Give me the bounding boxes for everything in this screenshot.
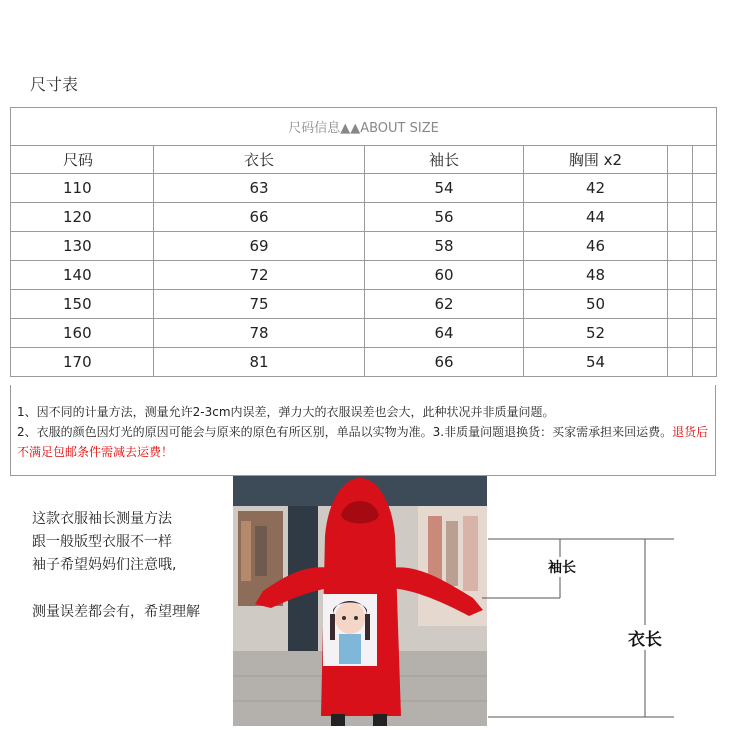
cell-sleeve: 62 (365, 290, 524, 319)
cell-sleeve: 58 (365, 232, 524, 261)
cell-length: 69 (154, 232, 365, 261)
table-banner: 尺码信息▲▲ABOUT SIZE (11, 108, 717, 146)
note-1: 1、因不同的计量方法，测量允许2-3cm内误差，弹力大的衣服误差也会大，此种状况并非质量问题。 (17, 405, 555, 419)
cell-size: 150 (11, 290, 154, 319)
cell-size: 160 (11, 319, 154, 348)
cell-length: 81 (154, 348, 365, 377)
cell-length: 63 (154, 174, 365, 203)
cell-chest: 54 (524, 348, 668, 377)
cell-size: 130 (11, 232, 154, 261)
cell-chest: 46 (524, 232, 668, 261)
cell-length: 66 (154, 203, 365, 232)
note-2-warning: 退货后不满足包邮条件需减去运费！ (17, 425, 709, 459)
cell-sleeve: 60 (365, 261, 524, 290)
garment-length-label: 衣长 (626, 625, 664, 650)
cell-size: 120 (11, 203, 154, 232)
cell-size: 110 (11, 174, 154, 203)
cell-sleeve: 54 (365, 174, 524, 203)
cell-chest: 50 (524, 290, 668, 319)
measure-note-1: 这款衣服袖长测量方法 (32, 511, 172, 527)
cell-sleeve: 64 (365, 319, 524, 348)
header-size: 尺码 (11, 146, 154, 174)
cell-length: 78 (154, 319, 365, 348)
cell-size: 170 (11, 348, 154, 377)
measure-note-3: 袖子希望妈妈们注意哦, (32, 557, 177, 573)
page-title: 尺寸表 (30, 75, 79, 94)
header-chest: 胸围 x2 (524, 146, 668, 174)
sleeve-length-label: 袖长 (546, 557, 578, 577)
cell-chest: 44 (524, 203, 668, 232)
cell-chest: 48 (524, 261, 668, 290)
note-2-text: 2、衣服的颜色因灯光的原因可能会与原来的原色有所区别，单品以实物为准。3.非质量问题退换货：买家需承担来回运费。 (17, 425, 673, 439)
header-sleeve: 袖长 (365, 146, 524, 174)
header-length: 衣长 (154, 146, 365, 174)
cell-size: 140 (11, 261, 154, 290)
cell-length: 75 (154, 290, 365, 319)
cell-chest: 52 (524, 319, 668, 348)
cell-chest: 42 (524, 174, 668, 203)
cell-sleeve: 56 (365, 203, 524, 232)
measure-note-4: 测量误差都会有，希望理解 (32, 604, 200, 620)
measure-note-2: 跟一般版型衣服不一样 (32, 534, 172, 550)
cell-sleeve: 66 (365, 348, 524, 377)
cell-length: 72 (154, 261, 365, 290)
